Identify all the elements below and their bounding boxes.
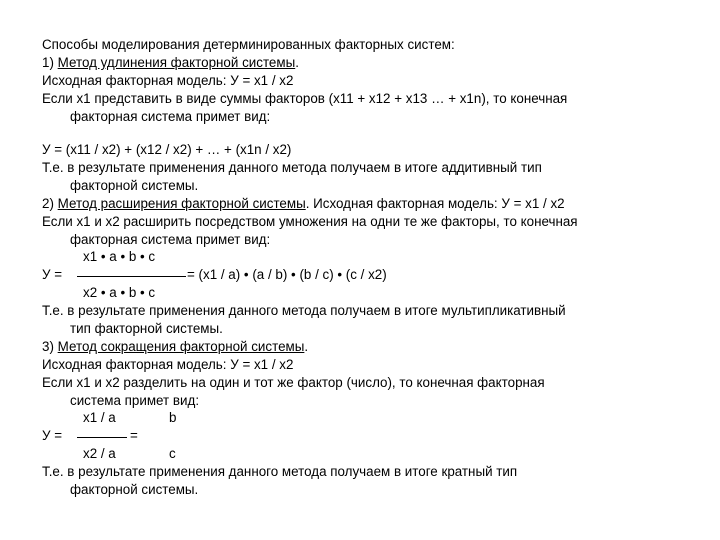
method2-condition-line1: Если х1 и х2 расширить посредством умножения на одни те же факторы, то конечная: [42, 214, 578, 229]
slide-title: Способы моделирования детерминированных факторных систем:: [42, 37, 455, 52]
method2-formula-numerator: х1 • а • b • c: [83, 249, 156, 264]
method3-condition-line1: Если х1 и х2 разделить на один и тот же фактор (число), то конечная факторная: [42, 375, 545, 390]
method3-heading: [42, 338, 692, 356]
method2-result-line2: тип факторной системы.: [70, 320, 223, 336]
method3-condition: [42, 374, 692, 409]
method1-model: Исходная факторная модель: У = х1 / х2: [42, 73, 294, 88]
method2-heading: [42, 195, 692, 213]
method3-formula-denominator: х2 / а: [83, 446, 116, 461]
method2-formula-denominator: х2 • а • b • c: [83, 285, 156, 300]
method1-formula: У = (х11 / х2) + (х12 / х2) + … + (х1n / х2): [42, 142, 292, 157]
method1-condition: [42, 90, 692, 125]
method2-number: 2): [42, 196, 54, 211]
method2-model: . Исходная факторная модель: У = х1 / х2: [305, 196, 565, 211]
method2-result: [42, 302, 692, 337]
method3-formula-numerator: х1 / а: [83, 410, 116, 425]
method3-result: [42, 463, 692, 498]
method1-number: 1): [42, 55, 54, 70]
method1-result-line2: факторной системы.: [70, 177, 199, 193]
method3-model: Исходная факторная модель: У = х1 / х2: [42, 357, 294, 372]
method3-number: 3): [42, 339, 54, 354]
method1-result: [42, 159, 692, 194]
method1-condition-line1: Если х1 представить в виде суммы факторов (х11 + х12 + х13 … + х1n), то конечная: [42, 91, 568, 106]
method2-condition: [42, 213, 692, 248]
method2-condition-line2: факторная система примет вид:: [70, 231, 271, 247]
method1-end: .: [295, 55, 299, 70]
method3-condition-line2: система примет вид:: [70, 392, 200, 408]
method2-formula-lhs: У =: [42, 267, 63, 282]
method3-name: Метод сокращения факторной системы: [57, 339, 305, 354]
method1-result-line1: Т.е. в результате применения данного метода получаем в итоге аддитивный тип: [42, 160, 542, 175]
method1-name: Метод удлинения факторной системы: [57, 55, 296, 70]
method2-fraction-bar: [77, 276, 186, 277]
method3-fraction-bar: [77, 437, 127, 438]
method3-formula-numerator-b: b: [169, 410, 177, 425]
method3-end: .: [304, 339, 309, 354]
method1-heading: [42, 54, 692, 72]
method3-result-line2: факторной системы.: [70, 481, 199, 497]
method2-name: Метод расширения факторной системы: [57, 196, 306, 211]
method2-result-line1: Т.е. в результате применения данного метода получаем в итоге мультипликативный: [42, 303, 566, 318]
method2-formula-rhs: = (х1 / а) • (а / b) • (b / c) • (c / x2): [187, 267, 387, 282]
method3-formula-eq: =: [130, 428, 138, 443]
method3-formula-denominator-c: c: [169, 446, 176, 461]
method3-formula-lhs: У =: [42, 428, 63, 443]
method1-condition-line2: факторная система примет вид:: [70, 108, 271, 124]
method3-result-line1: Т.е. в результате применения данного метода получаем в итоге кратный тип: [42, 464, 518, 479]
